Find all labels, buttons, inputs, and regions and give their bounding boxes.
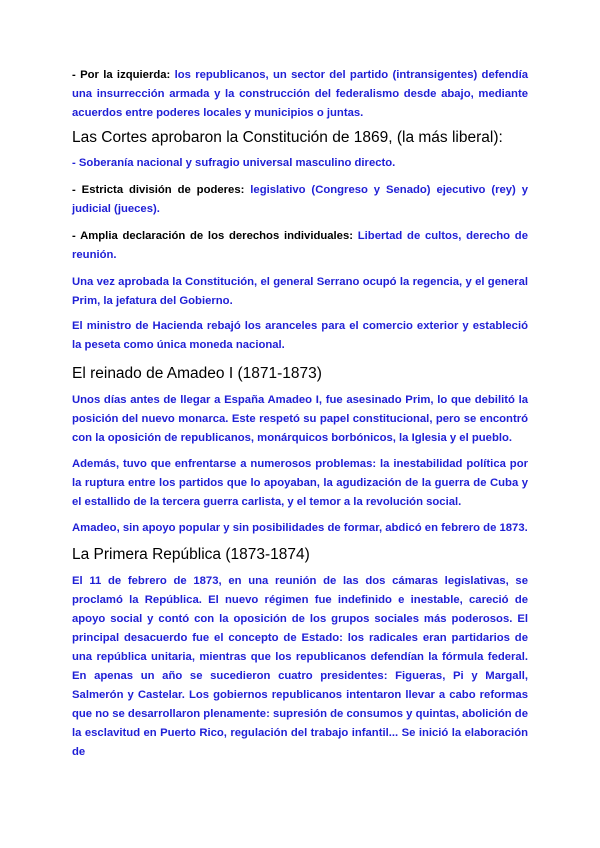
heading-primera-republica: La Primera República (1873-1874) [72,546,310,563]
paragraph-izquierda [72,66,528,123]
heading-constitucion-1869: Las Cortes aprobaron la Constitución de 1869, (la más liberal): [72,129,503,146]
paragraph-division-poderes [72,181,528,219]
document-page [72,66,528,762]
paragraph-republica: El 11 de febrero de 1873, en una reunión de las dos cámaras legislativas, se proclamó la República. El nuevo régimen fue indefinido e inestable, careció de apoyo social y contó con la oposición de los grupos sociales más poderosos. El principal desacuerdo fue el concepto de Estado: los radicales eran partidarios de una república unitaria, mientras que los republicanos defendían la fórmula federal. En apenas un año se sucedieron cuatro presidentes: Figueras, Pi y Margall, Salmerón y Castelar. Los gobiernos republicanos intentaron llevar a cabo reformas que no se desarrollaron plenamente: supresión de consumos y quintas, abolición de la esclavitud en Puerto Rico, regulación del trabajo infantil... Se inició la elaboración de [72,575,528,758]
paragraph-abdicacion: Amadeo, sin apoyo popular y sin posibilidades de formar, abdicó en febrero de 1873. [72,522,528,534]
paragraph-regencia: Una vez aprobada la Constitución, el general Serrano ocupó la regencia, y el general Prim, la jefatura del Gobierno. [72,276,528,307]
paragraph-hacienda: El ministro de Hacienda rebajó los aranceles para el comercio exterior y estableció la peseta como única moneda nacional. [72,320,528,351]
heading-amadeo: El reinado de Amadeo I (1871-1873) [72,365,322,382]
paragraph-problemas: Además, tuvo que enfrentarse a numerosos problemas: la inestabilidad política por la ruptura entre los partidos que lo apoyaban, la agudización de la guerra de Cuba y el estallido de la tercera guerra carlista, y el temor a la revolución social. [72,458,528,508]
paragraph-derechos-lead: - Amplia declaración de los derechos individuales: [72,230,358,242]
paragraph-soberania: - Soberanía nacional y sufragio universal masculino directo. [72,157,396,169]
paragraph-prim: Unos días antes de llegar a España Amadeo I, fue asesinado Prim, lo que debilitó la posición del nuevo monarca. Este respetó su papel constitucional, pero se encontró con la oposición de republicanos, monárquicos borbónicos, la Iglesia y el pueblo. [72,394,528,444]
paragraph-division-poderes-body: legislativo (Congreso y Senado) ejecutivo (rey) y judicial (jueces). [72,184,528,215]
paragraph-derechos-body: Libertad de cultos, derecho de reunión. [72,230,528,261]
paragraph-izquierda-body: los republicanos, un sector del partido (intransigentes) defendía una insurrección armada y la construcción del federalismo desde abajo, mediante acuerdos entre poderes locales y municipios o juntas. [72,69,528,119]
paragraph-izquierda-lead: - Por la izquierda: [72,69,175,81]
paragraph-division-poderes-lead: - Estricta división de poderes: [72,184,251,196]
paragraph-derechos [72,227,528,265]
